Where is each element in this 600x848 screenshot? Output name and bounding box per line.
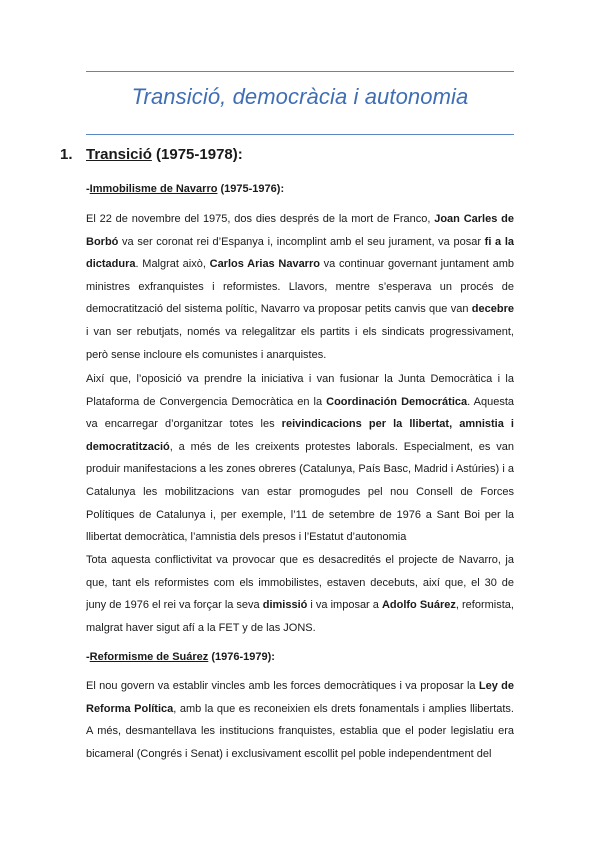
subheading-underlined: Reformisme de Suárez (89, 651, 209, 663)
subheading-prefix: - (86, 183, 90, 195)
paragraph-1 (86, 208, 514, 366)
text-line (86, 504, 514, 527)
text-line (86, 617, 514, 640)
section-title-underlined: Transició (86, 146, 152, 163)
bold-text-run: Joan Carles de (434, 213, 514, 225)
text-line (86, 413, 514, 436)
title-bottom-rule (86, 134, 514, 135)
section-title-rest: (1975-1978): (151, 146, 243, 163)
section-number: 1. (60, 146, 73, 163)
text-line (86, 344, 514, 367)
bold-text-run: Adolfo Suárez (381, 599, 456, 612)
text-run: El 22 de novembre del 1975, dos dies després de la mort de Franco, (86, 213, 435, 225)
text-line (86, 549, 514, 572)
text-run: va continuar governant juntament amb (319, 258, 514, 271)
subheading-prefix: - (86, 651, 90, 663)
paragraph-2 (86, 368, 514, 549)
bold-text-run: reivindicacions per la llibertat, amnistia i (281, 418, 514, 431)
bold-text-run: Coordinación Democrática (326, 395, 468, 408)
text-line (86, 253, 514, 276)
text-run: Polítiques de Catalunya i, per exemple, l’11 de setembre de 1976 a Sant Boi per la (86, 508, 514, 521)
text-run: A més, desmantellava les institucions franquistes, establia que el poder legislatiu era (86, 725, 514, 738)
paragraph-3 (86, 549, 514, 639)
text-run: i va imposar a (307, 599, 382, 612)
text-run: malgrat haver sigut afí a la FET y de las JONS. (86, 621, 316, 634)
text-line (86, 231, 514, 254)
text-run: i van ser rebutjats, només va relegalitzar els partits i els sindicats progressivament, (86, 325, 514, 338)
text-run: Plataforma de Convergencia Democràtica en la (86, 395, 327, 408)
text-line (86, 321, 514, 344)
text-line (86, 276, 514, 299)
text-line (86, 436, 514, 459)
subheading-rest: (1976-1979): (208, 651, 275, 663)
text-run: va ser coronat rei d’Espanya i, incomplint amb el seu jurament, va posar (118, 235, 485, 248)
bold-text-run: Borbó (86, 235, 119, 248)
text-line (86, 481, 514, 504)
bold-text-run: decebre (471, 303, 514, 316)
text-run: va encarregar d’organitzar totes les (86, 418, 282, 431)
bold-text-run: dictadura (86, 258, 136, 271)
text-run: , a més de les creixents protestes laborals. Especialment, es van (169, 440, 514, 453)
text-run: Tota aquesta conflictivitat va provocar que es desacredités el projecte de Navarro, ja (86, 554, 514, 566)
text-run: que, tant els reformistes com els immobilistes, estaven decebuts, així que, el 30 de (86, 576, 514, 589)
text-line (86, 298, 514, 321)
text-line (86, 526, 514, 549)
bold-text-run: dimissió (262, 599, 308, 612)
bold-text-run: democratització (86, 440, 170, 453)
text-run: ministres exfranquistes i reformistes. Llavors, mentre s’esperava un procés de (86, 280, 514, 293)
text-line (86, 720, 514, 743)
text-line (86, 391, 514, 414)
bold-text-run: Reforma Política (86, 702, 174, 715)
text-line (86, 594, 514, 617)
text-run: , amb la que es reconeixien els drets fonamentals i amplies llibertats. (173, 702, 514, 715)
bold-text-run: Carlos Arias Navarro (209, 258, 320, 271)
text-run: juny de 1976 el rei va forçar la seva (86, 599, 263, 612)
subheading-reformisme (86, 651, 275, 663)
text-line (86, 458, 514, 481)
text-line (86, 572, 514, 595)
document-title: Transició, democràcia i autonomia (131, 84, 469, 109)
text-line (86, 675, 514, 698)
text-run: El nou govern va establir vincles amb les forces democràtiques i va proposar la (86, 680, 479, 692)
bold-text-run: Ley de (478, 680, 514, 692)
text-run: però sense incloure els comunistes i anarquistes. (86, 348, 327, 361)
text-run: democratització del sistema polític, Navarro va proposar petits canvis que van (86, 303, 472, 316)
subheading-underlined: Immobilisme de Navarro (89, 183, 218, 195)
paragraph-4 (86, 675, 514, 765)
text-run: Així que, l’oposició va prendre la iniciativa i van fusionar la Junta Democràtica i la (86, 373, 514, 385)
text-run: Catalunya les mobilitzacions van estar promogudes pel nou Consell de Forces (86, 485, 514, 498)
bold-text-run: fi a la (484, 235, 514, 248)
text-run: . Malgrat això, (135, 258, 210, 271)
subheading-immobilisme (86, 183, 284, 195)
text-run: llibertat democràtica, l’amnistia dels presos i l’Estatut d’autonomia (86, 531, 407, 544)
text-line (86, 698, 514, 721)
text-run: . Aquesta (467, 395, 514, 408)
subheading-rest: (1975-1976): (217, 183, 285, 195)
text-run: produir manifestacions a les zones obreres (Catalunya, País Basc, Madrid i Astúries) i a (86, 463, 514, 476)
section-heading (60, 146, 243, 163)
text-line (86, 368, 514, 391)
text-run: bicameral (Congrés i Senat) i exclusivament escollit pel poble independentment del (86, 747, 492, 760)
text-line (86, 208, 514, 231)
text-line (86, 743, 514, 766)
text-run: , reformista, (455, 599, 514, 612)
title-top-rule (86, 71, 514, 72)
